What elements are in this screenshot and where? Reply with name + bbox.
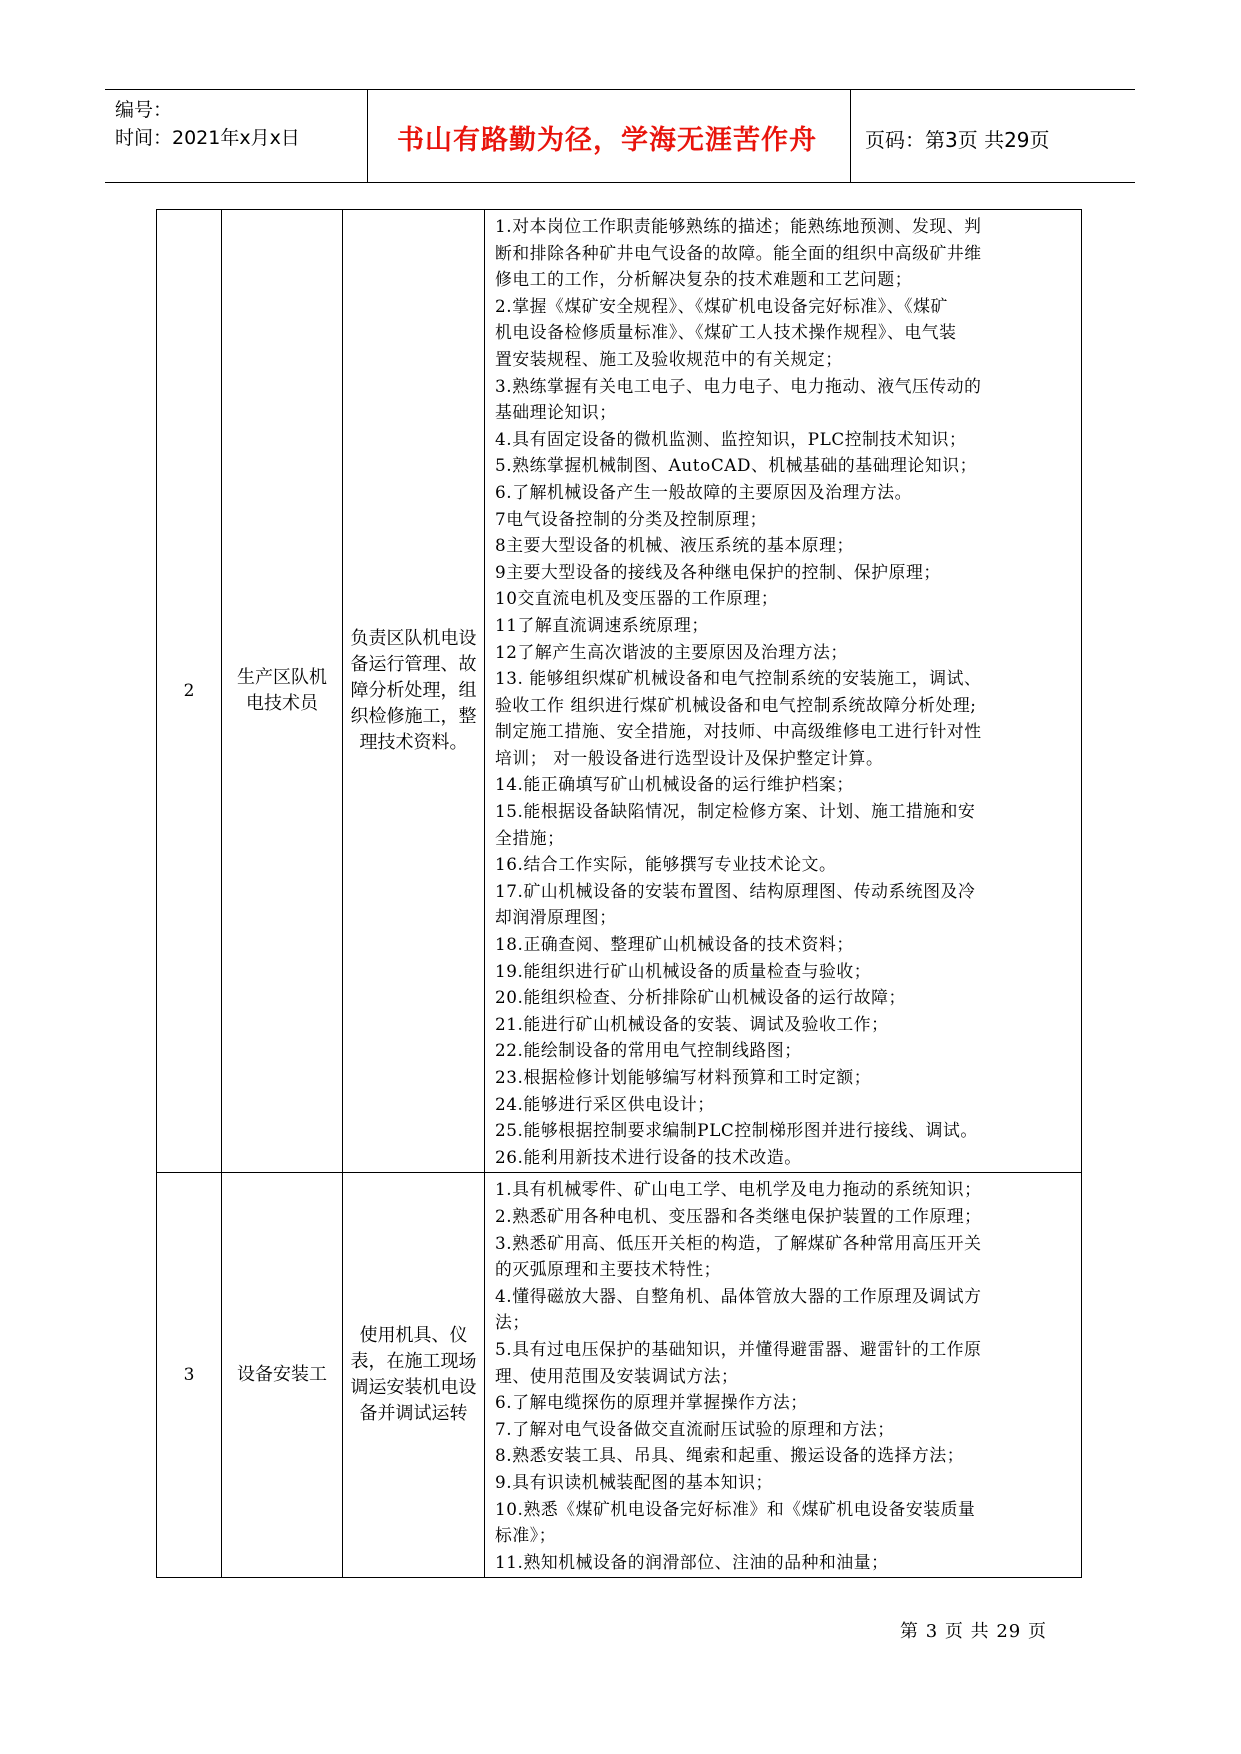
requirement-line: 却润滑原理图； [495, 907, 617, 928]
requirement-line: 24.能够进行采区供电设计； [495, 1093, 715, 1114]
requirement-line: 法； [495, 1312, 530, 1333]
header-time-label: 时间：2021年x月x日 [115, 127, 300, 149]
requirement-line: 2.掌握《煤矿安全规程》、《煤矿机电设备完好标准》、《煤矿 [495, 295, 948, 316]
requirement-line: 6.了解电缆探伤的原理并掌握操作方法； [495, 1392, 808, 1413]
requirement-line: 16.结合工作实际，能够撰写专业技术论文。 [495, 854, 837, 875]
requirement-line: 2.熟悉矿用各种电机、变压器和各类继电保护装置的工作原理； [495, 1205, 982, 1226]
requirement-line: 23.根据检修计划能够编写材料预算和工时定额； [495, 1067, 872, 1087]
requirement-line: 10.熟悉《煤矿机电设备完好标准》和《煤矿机电设备安装质量 [495, 1498, 976, 1519]
requirement-line: 5.熟练掌握机械制图、AutoCAD、机械基础的基础理论知识； [495, 455, 977, 476]
requirement-line: 4.具有固定设备的微机监测、监控知识，PLC控制技术知识； [495, 428, 967, 449]
requirement-line: 22.能绘制设备的常用电气控制线路图； [495, 1040, 802, 1061]
requirement-line: 11了解直流调速系统原理； [495, 614, 709, 635]
requirement-line: 17.矿山机械设备的安装布置图、结构原理图、传动系统图及冷 [495, 880, 976, 901]
requirement-line: 4.懂得磁放大器、自整角机、晶体管放大器的工作原理及调试方 [495, 1285, 982, 1306]
requirement-line: 理、使用范围及安装调试方法； [495, 1365, 739, 1386]
requirement-line: 验收工作 组织进行煤矿机械设备和电气控制系统故障分析处理; [495, 694, 977, 715]
requirement-line: 5.具有过电压保护的基础知识，并懂得避雷器、避雷针的工作原 [495, 1338, 982, 1359]
requirements-table [156, 209, 1082, 1578]
requirement-line: 20.能组织检查、分析排除矿山机械设备的运行故障； [495, 987, 906, 1008]
requirement-line: 11.熟知机械设备的润滑部位、注油的品种和油量； [495, 1551, 889, 1572]
requirement-line: 14.能正确填写矿山机械设备的运行维护档案； [495, 774, 854, 795]
requirement-line: 1.具有机械零件、矿山电工学、电机学及电力拖动的系统知识； [495, 1179, 982, 1200]
row-number: 3 [157, 1173, 222, 1578]
page-footer: 第 3 页 共 29 页 [900, 1621, 1047, 1642]
job-duty: 使用机具、仪表，在施工现场调运安装机电设备并调试运转 [343, 1173, 485, 1578]
header-number-label: 编号： [115, 99, 173, 121]
requirement-line: 制定施工措施、安全措施，对技师、中高级维修电工进行针对性 [495, 721, 982, 742]
requirement-line: 19.能组织进行矿山机械设备的质量检查与验收； [495, 960, 872, 981]
requirement-line: 置安装规程、施工及验收规范中的有关规定； [495, 348, 843, 369]
table-row [157, 210, 1082, 1173]
header-meta [115, 96, 365, 152]
page-header [105, 89, 1135, 183]
requirement-line: 12了解产生高次谐波的主要原因及治理方法； [495, 641, 848, 662]
requirement-line: 修电工的工作，分析解决复杂的技术难题和工艺问题； [495, 269, 913, 290]
requirement-line: 3.熟悉矿用高、低压开关柜的构造，了解煤矿各种常用高压开关 [495, 1232, 982, 1253]
job-title: 生产区队机电技术员 [222, 210, 343, 1173]
requirement-line: 全措施； [495, 827, 565, 848]
job-duty: 负责区队机电设备运行管理、故障分析处理，组织检修施工，整理技术资料。 [343, 210, 485, 1173]
header-motto: 书山有路勤为径，学海无涯苦作舟 [397, 125, 817, 156]
requirement-line: 15.能根据设备缺陷情况，制定检修方案、计划、施工措施和安 [495, 801, 976, 822]
header-divider [850, 90, 851, 182]
requirement-line: 18.正确查阅、整理矿山机械设备的技术资料； [495, 934, 854, 955]
requirement-line: 培训； 对一般设备进行选型设计及保护整定计算。 [495, 747, 884, 768]
requirement-line: 8主要大型设备的机械、液压系统的基本原理； [495, 535, 854, 556]
requirement-line: 9主要大型设备的接线及各种继电保护的控制、保护原理； [495, 561, 941, 582]
requirement-line: 标准》； [495, 1525, 557, 1546]
job-title: 设备安装工 [222, 1173, 343, 1578]
requirement-line: 9.具有识读机械装配图的基本知识； [495, 1471, 773, 1492]
requirement-line: 25.能够根据控制要求编制PLC控制梯形图并进行接线、调试。 [495, 1120, 978, 1141]
row-number: 2 [157, 210, 222, 1173]
table-row [157, 1173, 1082, 1578]
requirements-cell [485, 210, 1082, 1173]
requirement-line: 10交直流电机及变压器的工作原理； [495, 588, 779, 609]
requirement-line: 13. 能够组织煤矿机械设备和电气控制系统的安装施工，调试、 [495, 668, 982, 689]
requirement-line: 26.能利用新技术进行设备的技术改造。 [495, 1146, 802, 1167]
header-page-label: 页码：第3页 共29页 [865, 128, 1050, 152]
requirement-line: 基础理论知识； [495, 402, 617, 423]
requirement-line: 7.了解对电气设备做交直流耐压试验的原理和方法； [495, 1418, 895, 1439]
requirement-line: 7电气设备控制的分类及控制原理； [495, 508, 767, 529]
requirement-line: 的灭弧原理和主要技术特性； [495, 1259, 721, 1280]
requirement-line: 6.了解机械设备产生一般故障的主要原因及治理方法。 [495, 481, 912, 502]
requirement-line: 1.对本岗位工作职责能够熟练的描述；能熟练地预测、发现、判 [495, 216, 982, 236]
requirement-line: 机电设备检修质量标准》、《煤矿工人技术操作规程》、电气装 [495, 322, 957, 343]
requirements-cell [485, 1173, 1082, 1578]
requirement-line: 断和排除各种矿井电气设备的故障。能全面的组织中高级矿井维 [495, 242, 982, 263]
requirement-line: 8.熟悉安装工具、吊具、绳索和起重、搬运设备的选择方法； [495, 1445, 965, 1466]
requirement-line: 3.熟练掌握有关电工电子、电力电子、电力拖动、液气压传动的 [495, 375, 982, 396]
requirement-line: 21.能进行矿山机械设备的安装、调试及验收工作； [495, 1013, 889, 1034]
